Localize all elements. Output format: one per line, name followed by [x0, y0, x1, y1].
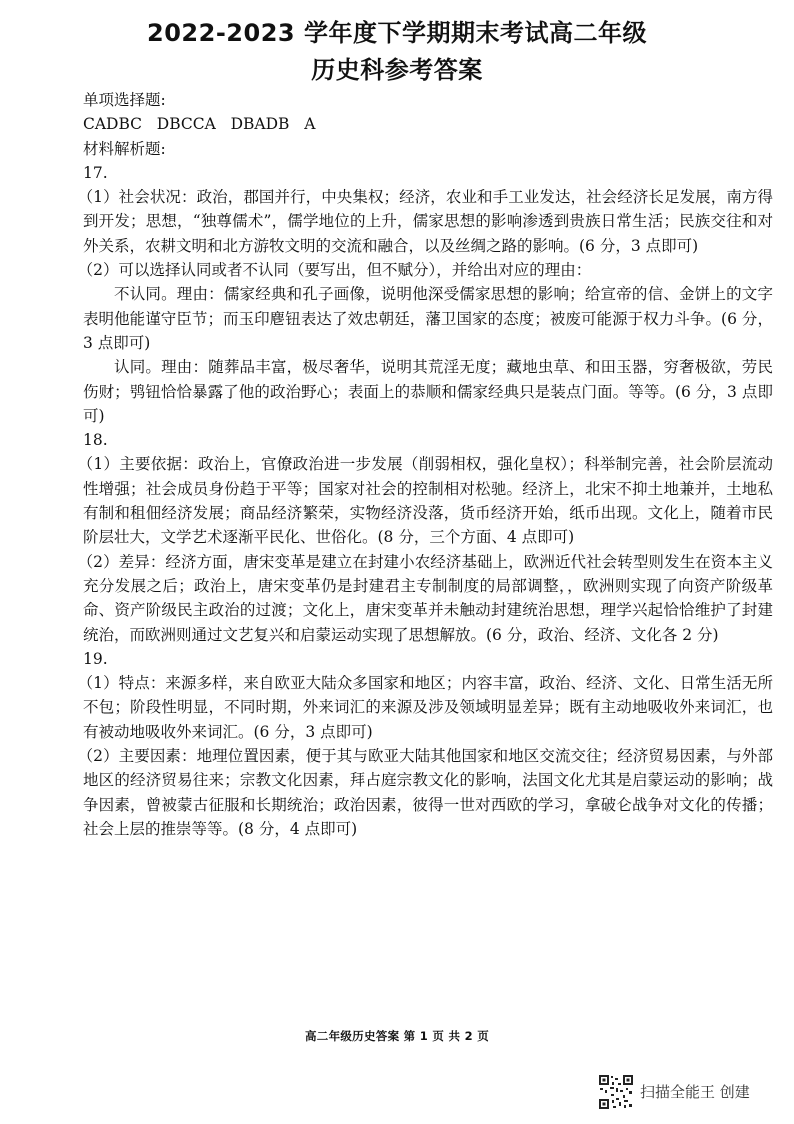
question-19-part-2: （2）主要因素：地理位置因素，便于其与欧亚大陆其他国家和地区交流交往；经济贸易因素，与外部地区的经济贸易往来；宗教文化因素，拜占庭宗教文化的影响，法国文化尤其是启蒙运动的影响；战争因素，曾被蒙古征服和长期统治；政治因素，彼得一世对西欧的学习，拿破仑战争对文化的传播；社会上层的推崇等等。(8 分，4 点即可): [77, 747, 773, 838]
qr-code-icon: [598, 1074, 634, 1110]
question-17-part-2: （2）可以选择认同或者不认同（要写出，但不赋分），并给出对应的理由：: [77, 261, 592, 280]
document-subtitle: 历史科参考答案: [311, 56, 483, 84]
question-17-disagree: 不认同。理由：儒家经典和孔子画像，说明他深受儒家思想的影响；给宣帝的信、金饼上的文字表明他能谨守臣节；而玉印麀钮表达了效忠朝廷，藩卫国家的态度；被废可能源于权力斗争。(6 分，3 点即可): [83, 285, 773, 352]
choice-section-label: 单项选择题:: [83, 91, 166, 109]
question-18-number: 18.: [83, 431, 108, 450]
document-title: 2022-2023 学年度下学期期末考试高二年级: [147, 19, 647, 47]
question-17-agree: 认同。理由：随葬品丰富，极尽奢华，说明其荒淫无度；藏地虫草、和田玉器，穷奢极欲，劳民伤财；鸮钮恰恰暴露了他的政治野心；表面上的恭顺和儒家经典只是装点门面。等等。(6 分，3 点即可): [83, 358, 773, 425]
question-18-part-2: （2）差异：经济方面，唐宋变革是建立在封建小农经济基础上，欧洲近代社会转型则发生在资本主义充分发展之后；政治上，唐宋变革仍是封建君主专制制度的局部调整，，欧洲则实现了向资产阶级革命、资产阶级民主政治的过渡；文化上，唐宋变革并未触动封建统治思想，理学兴起恰恰维护了封建统治，而欧洲则通过文艺复兴和启蒙运动实现了思想解放。(6 分，政治、经济、文化各 2 分): [77, 552, 773, 644]
question-19-number: 19.: [83, 649, 108, 668]
choice-answers: CADBC DBCCA DBADB A: [83, 115, 316, 134]
question-18-part-1: （1）主要依据：政治上，官僚政治进一步发展（削弱相权，强化皇权）；科举制完善，社会阶层流动性增强；社会成员身份趋于平等；国家对社会的控制相对松驰。经济上，北宋不抑土地兼并，土地私有制和租佃经济发展；商品经济繁荣，实物经济没落，货币经济开始，纸币出现。文化上，随着市民阶层壮大，文学艺术逐渐平民化、世俗化。(8 分，三个方面、4 点即可): [77, 455, 773, 547]
question-17-part-1: （1）社会状况：政治，郡国并行，中央集权；经济，农业和手工业发达，社会经济长足发展，南方得到开发；思想，“独尊儒术”，儒学地位的上升，儒家思想的影响渗透到贵族日常生活；民族交往和对外关系，农耕文明和北方游牧文明的交流和融合，以及丝绸之路的影响。(6 分，3 点即可): [77, 188, 773, 255]
question-17-number: 17.: [83, 163, 108, 182]
material-section-label: 材料解析题:: [83, 139, 166, 158]
question-19-part-1: （1）特点：来源多样，来自欧亚大陆众多国家和地区；内容丰富，政治、经济、文化、日常生活无所不包；阶段性明显，不同时期，外来词汇的来源及涉及领域明显差异；既有主动地吸收外来词汇，也有被动地吸收外来词汇。(6 分，3 点即可): [77, 674, 773, 741]
page-footer: 高二年级历史答案 第 1 页 共 2 页: [304, 1029, 490, 1043]
scanner-watermark: 扫描全能王 创建: [640, 1083, 750, 1101]
answer-body: [77, 88, 773, 841]
